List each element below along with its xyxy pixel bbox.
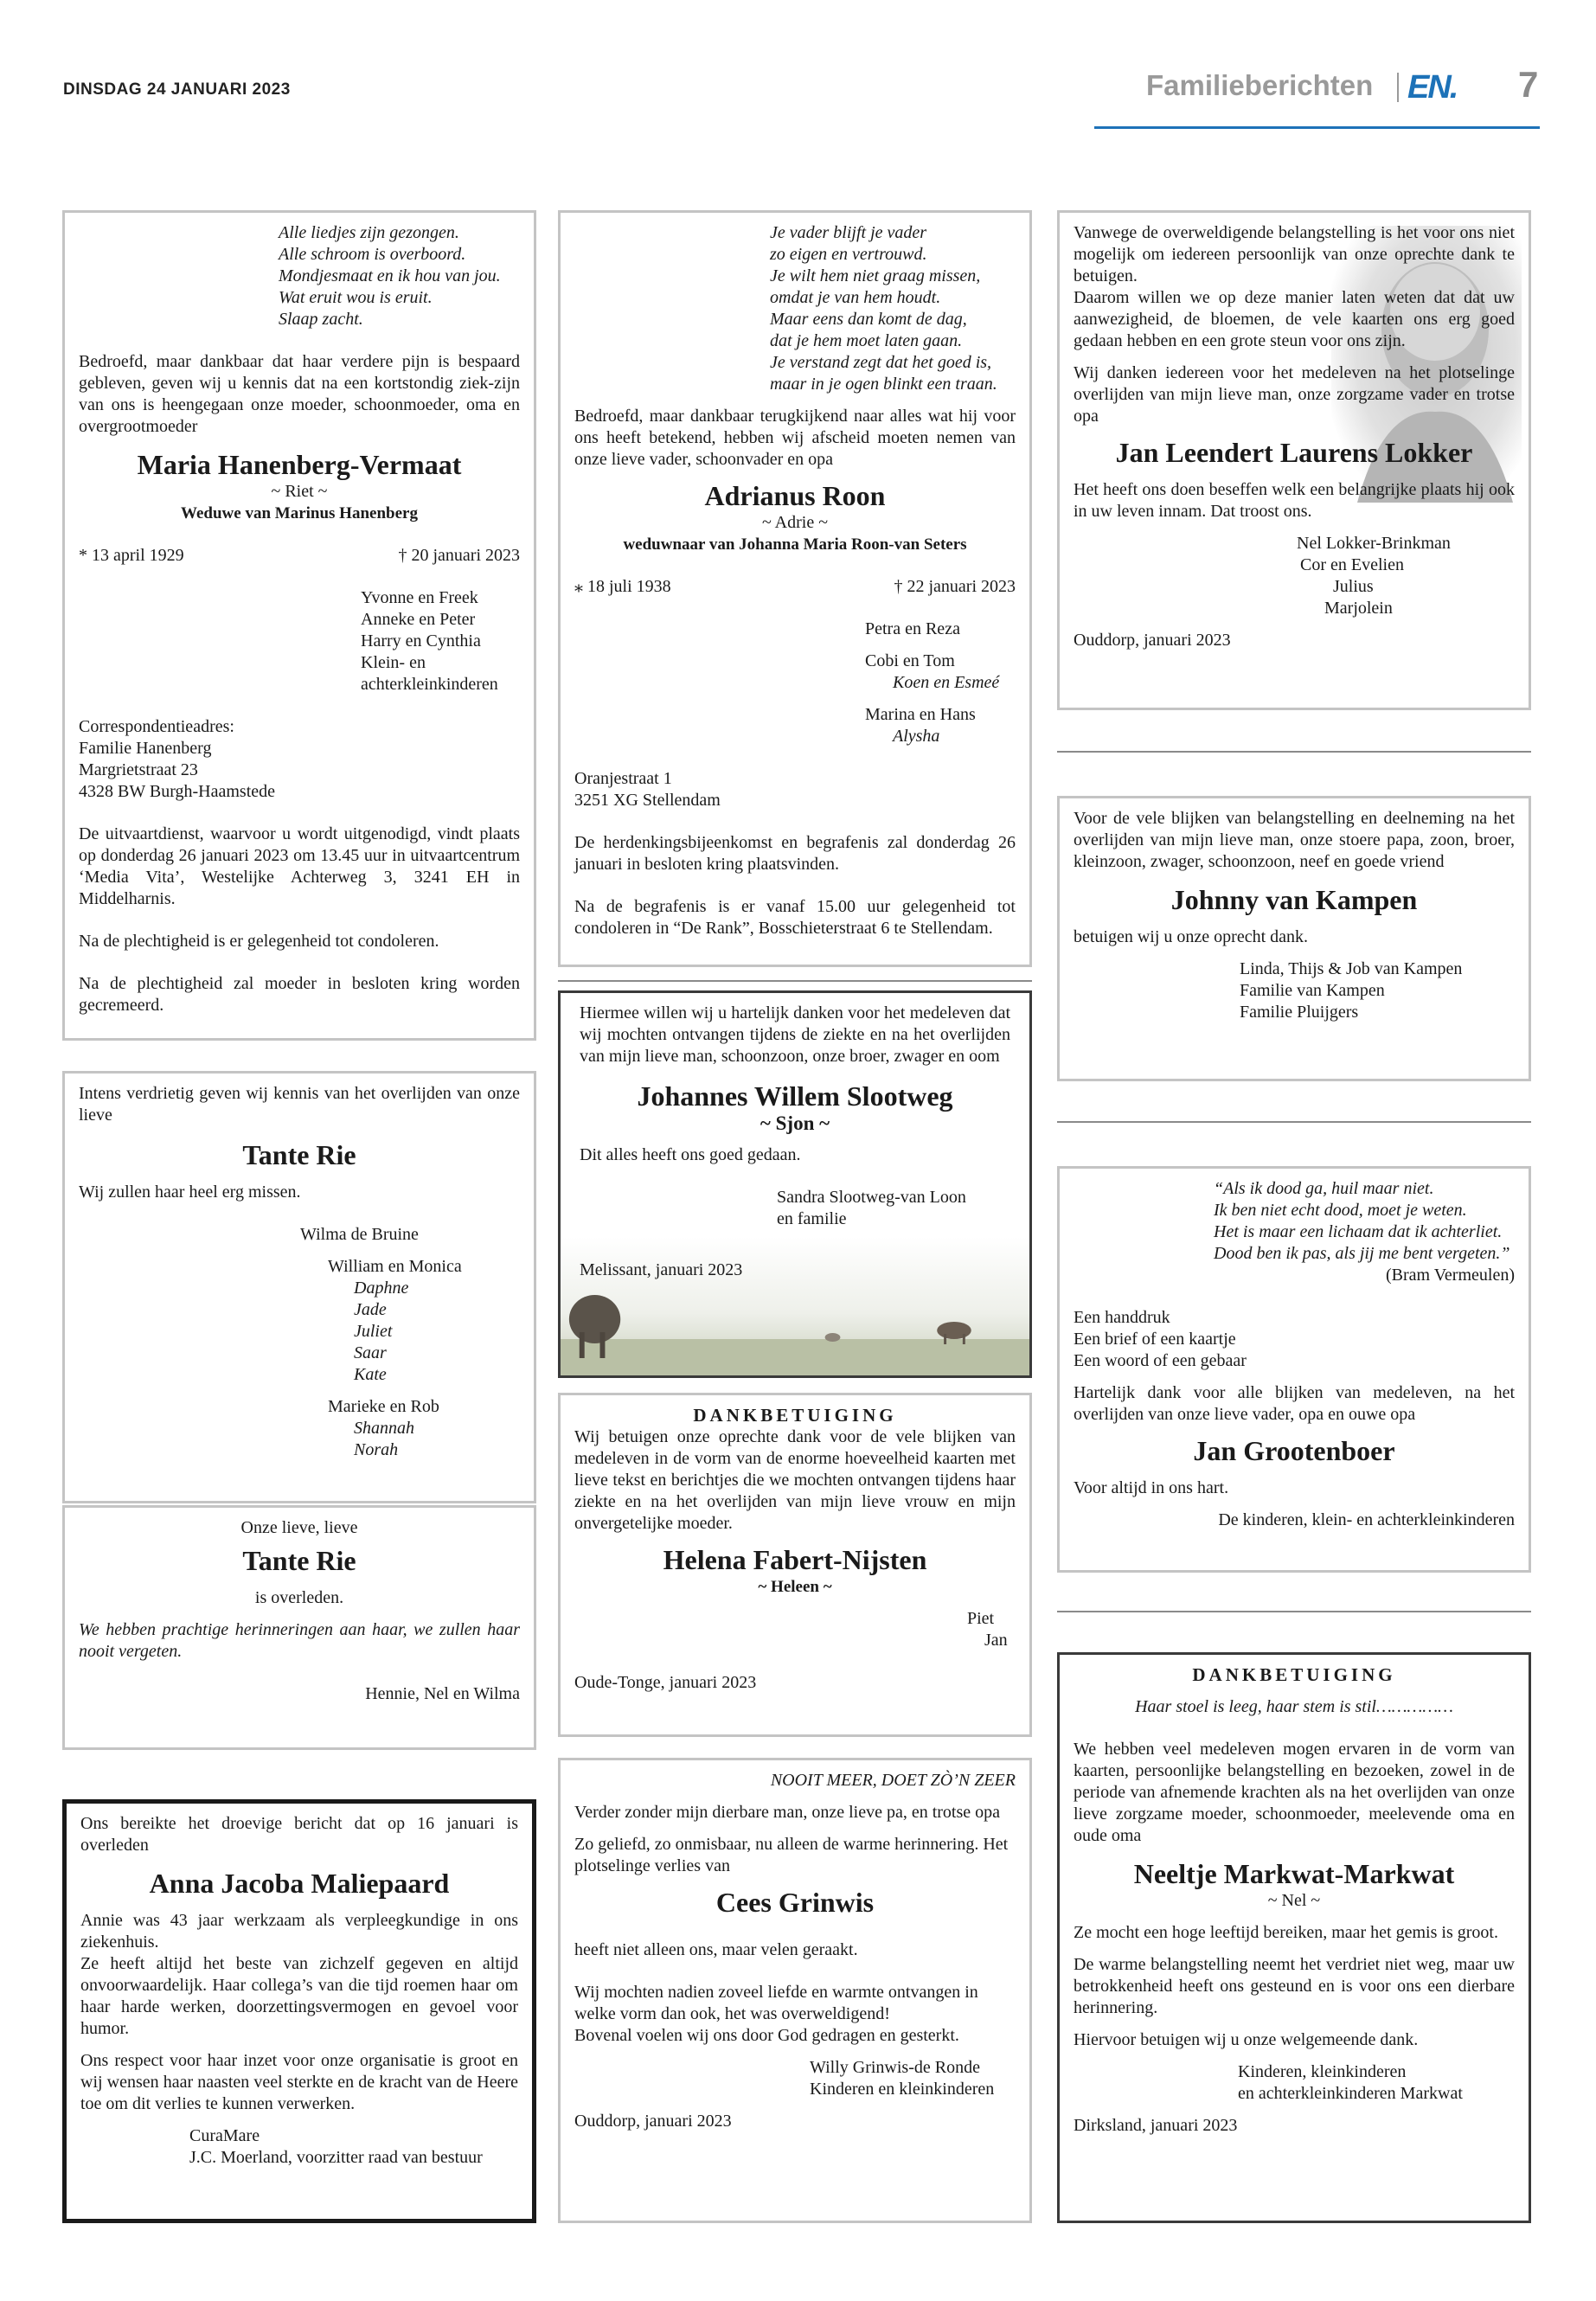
signer: Julius	[1333, 577, 1374, 596]
ad-grootenboer	[1057, 1166, 1531, 1573]
page-number: 7	[1518, 64, 1539, 105]
signers	[1074, 533, 1515, 619]
death-date: † 20 januari 2023	[398, 546, 520, 565]
ad-paragraph: Hiervoor betuigen wij u onze welgemeende dank.	[1074, 2030, 1419, 2049]
ad-hanenberg	[62, 210, 536, 1041]
family-member: Klein- en	[361, 653, 426, 672]
ad-line: Dit alles heeft ons goed gedaan.	[580, 1145, 801, 1164]
ad-paragraph: We hebben veel medeleven mogen ervaren in de vorm van kaarten, persoonlijke belangstelling en bezoeken, zowel in de periode van afnemende krachten als na het overlijden van onze lieve zorgzame moeder, schoonmoeder, meelevende oma en oude oma	[1074, 1740, 1515, 1845]
ad-line: Wij zullen haar heel erg missen.	[79, 1183, 301, 1202]
signers	[574, 1608, 1016, 1651]
nickname: ~ Adrie ~	[761, 513, 829, 532]
ad-maliepaard	[62, 1799, 536, 2223]
nickname: ~ Sjon ~	[760, 1112, 830, 1134]
ad-body: Annie was 43 jaar werkzaam als verpleegkundige in ons ziekenhuis.	[80, 1911, 518, 1952]
address	[574, 768, 1016, 811]
birth-date: * 13 april 1929	[79, 546, 184, 565]
ad-paragraph: Wij danken iedereen voor het medeleven na het plotselinge overlijden van mijn lieve man, onze zorgzame vader en trotse opa	[1074, 363, 1515, 426]
child-name: Kate	[354, 1365, 387, 1384]
ad-intro: Intens verdrietig geven wij kennis van het overlijden van onze lieve	[79, 1084, 520, 1125]
death-date: † 22 januari 2023	[894, 577, 1016, 596]
family-list	[79, 587, 520, 695]
family-couple: Cobi en Tom	[865, 651, 955, 670]
gesture-item: Een woord of een gebaar	[1074, 1351, 1247, 1370]
poem-line: Je wilt hem niet graag missen,	[770, 266, 981, 285]
ad-poem	[79, 222, 520, 330]
nickname: ~ Nel ~	[1267, 1891, 1321, 1910]
quote-line: Ik ben niet echt dood, moet je weten.	[1214, 1201, 1467, 1220]
signer: Familie Pluijgers	[1240, 1003, 1359, 1022]
deceased-name: Tante Rie	[242, 1545, 356, 1576]
poem-line: Alle schroom is overboord.	[279, 245, 466, 264]
ad-body: Ons respect voor haar inzet voor onze organisatie is groot en wij wensen haar naasten veel sterkte en de kracht van de Heere toe om dit verlies te kunnen verwerken.	[80, 2051, 518, 2113]
ad-markwat	[1057, 1652, 1531, 2223]
poem-line: Je vader blijft je vader	[770, 223, 927, 242]
ad-paragraph: Bovenal voelen wij ons door God gedragen en gesterkt.	[574, 2026, 959, 2045]
quote-line: Dood ben ik pas, als jij me bent vergeten.”	[1214, 1244, 1510, 1263]
deceased-name: Johnny van Kampen	[1170, 884, 1418, 915]
child-name: Norah	[354, 1440, 399, 1459]
place-date: Ouddorp, januari 2023	[1074, 631, 1231, 650]
deceased-name: Maria Hanenberg-Vermaat	[137, 449, 462, 480]
ad-quote	[1074, 1178, 1515, 1265]
ad-motto: Haar stoel is leeg, haar stem is stil……………	[1135, 1697, 1453, 1716]
condolence-info: Na de plechtigheid is er gelegenheid tot condoleren.	[79, 932, 439, 951]
family-couple: Petra en Reza	[865, 619, 960, 638]
ad-intro: Bedroefd, maar dankbaar dat haar verdere pijn is bespaard gebleven, geven wij u kennis dat na een kortstondig ziek-zijn van ons is heengegaan onze moeder, schoonmoeder, oma en overgrootmoeder	[79, 352, 520, 436]
signer: Wilma de Bruine	[300, 1225, 419, 1244]
ad-intro: Voor de vele blijken van belangstelling en deelneming na het overlijden van mijn lieve man, onze stoere papa, zoon, broer, kleinzoon, zwager, schoonzoon, neef en goede vriend	[1074, 809, 1515, 871]
child-name: Daphne	[354, 1279, 409, 1298]
signers	[1074, 958, 1515, 1023]
deceased-name: Tante Rie	[242, 1139, 356, 1170]
child-name: Jade	[354, 1300, 387, 1319]
poem-line: dat je hem moet laten gaan.	[770, 331, 963, 350]
signer: Marjolein	[1324, 599, 1393, 618]
family-kids	[328, 1278, 520, 1386]
ad-intro: Onze lieve, lieve	[240, 1518, 358, 1537]
signer: Jan	[984, 1631, 1008, 1650]
family-couple: Marina en Hans	[865, 705, 976, 724]
condolence-info: Na de begrafenis is er vanaf 15.00 uur gelegenheid tot condoleren in “De Rank”, Bosschieterstraat 6 te Stellendam.	[574, 897, 1016, 938]
correspondence-address	[79, 716, 520, 803]
ceremony-info: De herdenkingsbijeenkomst en begrafenis zal donderdag 26 januari in besloten kring plaatsvinden.	[574, 833, 1016, 874]
ad-thanks: Hartelijk dank voor alle blijken van medeleven, na het overlijden van onze lieve vader, opa en ouwe opa	[1074, 1383, 1515, 1424]
signers	[580, 1187, 1010, 1230]
ad-heading: DANKBETUIGING	[1192, 1664, 1396, 1685]
ad-quote: We hebben prachtige herinneringen aan haar, we zullen haar nooit vergeten.	[79, 1620, 520, 1661]
ad-line: is overleden.	[254, 1588, 344, 1607]
place-date: Ouddorp, januari 2023	[574, 2112, 732, 2131]
child-name: Shannah	[354, 1419, 414, 1438]
ad-paragraph: Daarom willen we op deze manier laten weten dat dat uw aanwezigheid, de bloemen, de vele kaarten ons erg goed gedaan hebben en een grote steun voor ons zijn.	[1074, 288, 1515, 350]
family-group	[79, 1256, 520, 1461]
ad-grinwis	[558, 1758, 1032, 2223]
ad-intro: Bedroefd, maar dankbaar terugkijkend naar alles wat hij voor ons heeft betekend, hebben wij afscheid moeten nemen van onze lieve vader, schoonvader en opa	[574, 407, 1016, 469]
ad-paragraph: Verder zonder mijn dierbare man, onze lieve pa, en trotse opa	[574, 1803, 1001, 1822]
poem-line: Wat eruit wou is eruit.	[279, 288, 433, 307]
ad-poem	[574, 222, 1016, 395]
deceased-name: Adrianus Roon	[704, 480, 886, 511]
poem-line: Slaap zacht.	[279, 310, 363, 329]
address-line: 3251 XG Stellendam	[574, 791, 721, 810]
column-divider	[558, 980, 1032, 982]
signers	[1074, 2061, 1515, 2105]
header-rule	[1094, 126, 1540, 129]
family-member: Harry en Cynthia	[361, 631, 481, 651]
relation: weduwnaar van Johanna Maria Roon-van Seters	[623, 535, 967, 554]
family-couple: Marieke en Rob	[328, 1397, 439, 1416]
family-kids: Alysha	[893, 727, 940, 746]
signer: Kinderen, kleinkinderen	[1238, 2062, 1407, 2081]
family-member: achterkleinkinderen	[361, 675, 498, 694]
ad-paragraph: Zo geliefd, zo onmisbaar, nu alleen de warme herinnering. Het plotselinge verlies van	[574, 1835, 1009, 1875]
family-member: Yvonne en Freek	[361, 588, 478, 607]
family-member: Anneke en Peter	[361, 610, 476, 629]
poem-line: maar in je ogen blinkt een traan.	[770, 375, 997, 394]
issue-date: DINSDAG 24 JANUARI 2023	[63, 80, 291, 99]
cremation-info: Na de plechtigheid zal moeder in besloten kring worden gecremeerd.	[79, 974, 520, 1015]
poem-line: Maar eens dan komt de dag,	[770, 310, 967, 329]
ad-intro: Ons bereikte het droevige bericht dat op 16 januari is overleden	[80, 1814, 518, 1855]
signer: Sandra Slootweg-van Loon	[777, 1188, 966, 1207]
header-separator	[1397, 73, 1399, 102]
signers	[574, 2057, 1016, 2100]
ad-motto: NOOIT MEER, DOET ZÒ’N ZEER	[770, 1771, 1016, 1790]
ad-intro: Wij betuigen onze oprechte dank voor de vele blijken van medeleven in de vorm van de enorme hoeveelheid kaarten met lieve tekst en berichtjes die we mochten ontvangen tijdens haar ziekte en na het overlijden van mijn lieve vrouw en mijn onvergetelijke moeder.	[574, 1427, 1016, 1533]
ad-lokker	[1057, 210, 1531, 710]
birth-date: ⁎ 18 juli 1938	[574, 577, 671, 596]
dates	[574, 576, 1016, 598]
quote-line: Het is maar een lichaam dat ik achterliet.	[1214, 1222, 1503, 1241]
poem-line: zo eigen en vertrouwd.	[770, 245, 927, 264]
family-kids	[328, 1418, 520, 1461]
ad-paragraph: Vanwege de overweldigende belangstelling is het voor ons niet mogelijk om iedereen persoonlijk van onze oprechte dank te betuigen.	[1074, 223, 1515, 285]
gesture-item: Een handdruk	[1074, 1308, 1170, 1327]
nickname: ~ Riet ~	[271, 482, 328, 501]
gesture-list	[1074, 1307, 1515, 1372]
column-divider	[1057, 751, 1531, 753]
deceased-name: Anna Jacoba Maliepaard	[149, 1868, 450, 1899]
address-line: Familie Hanenberg	[79, 739, 212, 758]
nickname: ~ Heleen ~	[758, 1578, 832, 1596]
ad-fabert	[558, 1393, 1032, 1737]
deceased-name: Johannes Willem Slootweg	[637, 1080, 953, 1112]
ad-line: betuigen wij u onze oprecht dank.	[1074, 927, 1309, 946]
address-line: Margrietstraat 23	[79, 760, 198, 779]
signer: J.C. Moerland, voorzitter raad van bestuur	[189, 2148, 483, 2167]
ad-tante-rie-1	[62, 1071, 536, 1503]
place-date: Oude-Tonge, januari 2023	[574, 1673, 757, 1692]
service-info: De uitvaartdienst, waarvoor u wordt uitgenodigd, vindt plaats op donderdag 26 januari 2023 om 13.45 uur in uitvaartcentrum ‘Media Vita’, Westelijke Achterweg 3, 3241 EH in Middelharnis.	[79, 824, 520, 908]
signer: Cor en Evelien	[1300, 555, 1404, 574]
family-couple: William en Monica	[328, 1257, 462, 1276]
gesture-item: Een brief of een kaartje	[1074, 1330, 1236, 1349]
section-title: Familieberichten	[1146, 69, 1374, 101]
deceased-name: Neeltje Markwat-Markwat	[1133, 1858, 1455, 1889]
newspaper-logo: EN.	[1407, 69, 1458, 106]
signer: en achterkleinkinderen Markwat	[1238, 2084, 1463, 2103]
ad-heading: DANKBETUIGING	[693, 1405, 897, 1426]
signer: en familie	[777, 1209, 847, 1228]
poem-line: Alle liedjes zijn gezongen.	[279, 223, 459, 242]
poem-line: Je verstand zegt dat het goed is,	[770, 353, 992, 372]
family-list	[574, 619, 1016, 747]
ad-paragraph: heeft niet alleen ons, maar velen geraakt.	[574, 1940, 858, 1959]
signer: Linda, Thijs & Job van Kampen	[1240, 959, 1463, 978]
poem-line: Mondjesmaat en ik hou van jou.	[279, 266, 501, 285]
family-kids: Koen en Esmeé	[893, 673, 1000, 692]
dates	[79, 545, 520, 567]
ad-tante-rie-2	[62, 1505, 536, 1750]
column-divider	[1057, 1121, 1531, 1123]
ad-paragraph: Ze mocht een hoge leeftijd bereiken, maar het gemis is groot.	[1074, 1923, 1498, 1942]
ad-line: Voor altijd in ons hart.	[1074, 1478, 1229, 1497]
ad-slootweg	[558, 990, 1032, 1378]
signer: Kinderen en kleinkinderen	[810, 2080, 995, 2099]
ad-paragraph: Wij mochten nadien zoveel liefde en warmte ontvangen in welke vorm dan ook, het was overweldigend!	[574, 1983, 978, 2023]
relation: Weduwe van Marinus Hanenberg	[181, 504, 418, 522]
ad-paragraph: Het heeft ons doen beseffen welk een belangrijke plaats hij ook in uw leven innam. Dat troost ons.	[1074, 480, 1515, 521]
quote-line: “Als ik dood ga, huil maar niet.	[1214, 1179, 1434, 1198]
column-divider	[1057, 1611, 1531, 1612]
deceased-name: Jan Grootenboer	[1193, 1435, 1395, 1466]
address-line: Correspondentieadres:	[79, 717, 234, 736]
signer: Willy Grinwis-de Ronde	[810, 2058, 980, 2077]
place-date: Dirksland, januari 2023	[1074, 2116, 1238, 2135]
deceased-name: Cees Grinwis	[715, 1887, 875, 1918]
signer: Piet	[967, 1609, 995, 1628]
place-date: Melissant, januari 2023	[580, 1260, 743, 1279]
ad-intro: Hiermee willen wij u hartelijk danken voor het medeleven dat wij mochten ontvangen tijdens de ziekte en na het overlijden van mijn lieve man, schoonzoon, onze broer, zwager en oom	[580, 1003, 1010, 1066]
signer: Familie van Kampen	[1240, 981, 1385, 1000]
quote-author: (Bram Vermeulen)	[1385, 1266, 1515, 1285]
child-name: Juliet	[354, 1322, 393, 1341]
ad-body: Ze heeft altijd het beste van zichzelf gegeven en altijd onvoorwaardelijk. Haar collega’s van die tijd roemen haar om haar harde werken, doorzettingsvermogen en gevoel voor humor.	[80, 1954, 518, 2038]
signers: De kinderen, klein- en achterkleinkinderen	[1218, 1510, 1515, 1529]
address-line: Oranjestraat 1	[574, 769, 672, 788]
deceased-name: Jan Leendert Laurens Lokker	[1115, 437, 1473, 468]
ad-van-kampen	[1057, 796, 1531, 1081]
ad-roon	[558, 210, 1032, 967]
organisation: CuraMare	[189, 2126, 260, 2145]
signers: Hennie, Nel en Wilma	[365, 1684, 520, 1703]
poem-line: omdat je van hem houdt.	[770, 288, 941, 307]
address-line: 4328 BW Burgh-Haamstede	[79, 782, 276, 801]
child-name: Saar	[354, 1343, 387, 1362]
deceased-name: Helena Fabert-Nijsten	[663, 1544, 927, 1575]
ad-paragraph: De warme belangstelling neemt het verdriet niet weg, maar uw betrokkenheid heeft ons gesteund en is voor ons een dierbare herinnering.	[1074, 1955, 1515, 2017]
signer: Nel Lokker-Brinkman	[1297, 534, 1451, 553]
